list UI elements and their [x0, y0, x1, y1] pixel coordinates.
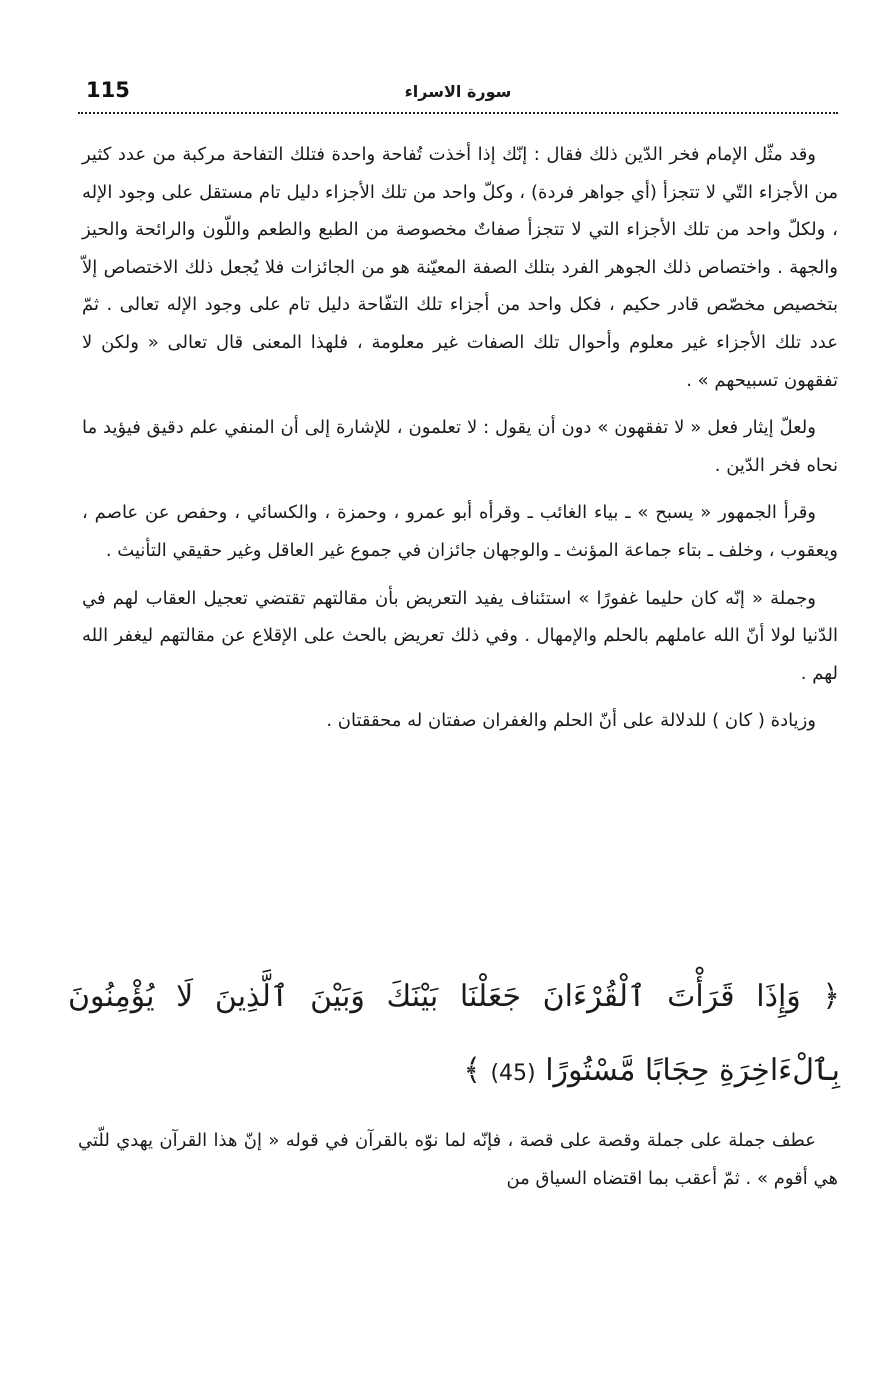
paragraph-text: ولعلّ إيثار فعل « لا تفقهون » دون أن يقول : لا تعلمون ، للإشارة إلى أن المنفي علم دقيق فيؤيد ما نحاه فخر الدّين .: [82, 417, 838, 476]
paragraph-text: وقد مثّل الإمام فخر الدّين ذلك فقال : إنّك إذا أخذت تُفاحة واحدة فتلك التفاحة مركبة من عدد كثير من الأجزاء التّي لا تتجزأ (أي جواهر فردة) ، وكلّ واحد من تلك الأجزاء دليل تام مستقل على وجود الإله ، ولكلّ واحد من تلك الأجزاء التي لا تتجزأ صفاتٌ مخصوصة من الطبع والطعم واللّون والرائحة والحيز والجهة . واختصاص ذلك الجوهر الفرد بتلك الصفة المعيّنة هو من الجائزات فلا يُجعل ذلك الاختصاص إلاّ بتخصيص مخصّص قادر حكيم ، فكل واحد من أجزاء تلك التفّاحة دليل تام على وجود الإله تعالى . ثمّ عدد تلك الأجزاء غير معلوم وأحوال تلك الصفات غير معلومة ، فلهذا المعنى قال تعالى « ولكن لا تفقهون تسبيحهم » .: [82, 144, 838, 391]
verse-text: ﴿ وَإِذَا قَرَأْتَ ٱلْقُرْءَانَ جَعَلْنَا بَيْنَكَ وَبَيْنَ ٱلَّذِينَ لَا يُؤْمِنُونَ بِٱلْءَاخِرَةِ حِجَابًا مَّسْتُورًا: [68, 979, 840, 1088]
surah-title: سورة الاسراء: [404, 82, 512, 101]
paragraph-text: وجملة « إنّه كان حليما غفورًا » استئناف يفيد التعريض بأن مقالتهم تقتضي تعجيل العقاب لهم في الدّنيا لولا أنّ الله عاملهم بالحلم والإمهال . وفي ذلك تعريض بالحث على الإقلاع عن مقالتهم ليغفر الله لهم .: [82, 587, 838, 684]
paragraph-imam-example: [82, 136, 838, 399]
paragraph-kana: [82, 702, 838, 740]
paragraph-text: عطف جملة على جملة وقصة على قصة ، فإنّه لما نوّه بالقرآن في قوله « إنّ هذا القرآن يهدي للّتي هي أقوم » . ثمّ أعقب بما اقتضاه السياق من: [78, 1130, 838, 1189]
paragraph-text: وزيادة ( كان ) للدلالة على أنّ الحلم والغفران صفتان له محققتان .: [326, 710, 816, 732]
header-divider: [78, 112, 838, 114]
page-number: 115: [86, 78, 130, 102]
commentary-continuation: [78, 1122, 838, 1207]
quran-verse: [68, 960, 840, 1111]
paragraph-atf: [78, 1122, 838, 1197]
paragraph-text: وقرأ الجمهور « يسبح » ـ بياء الغائب ـ وقرأه أبو عمرو ، وحمزة ، والكسائي ، وحفص عن عاصم ، ويعقوب ، وخلف ـ بتاء جماعة المؤنث ـ والوجهان جائزان في جموع غير العاقل وغير حقيقي التأنيث .: [82, 502, 838, 561]
verse-close-bracket: ﴾: [463, 1053, 481, 1088]
page-header: [78, 76, 838, 116]
paragraph-readings: [82, 494, 838, 569]
verse-number: (45): [490, 1061, 536, 1086]
paragraph-tafqahun: [82, 409, 838, 484]
paragraph-halim-ghafur: [82, 580, 838, 693]
commentary-text: [82, 136, 838, 750]
